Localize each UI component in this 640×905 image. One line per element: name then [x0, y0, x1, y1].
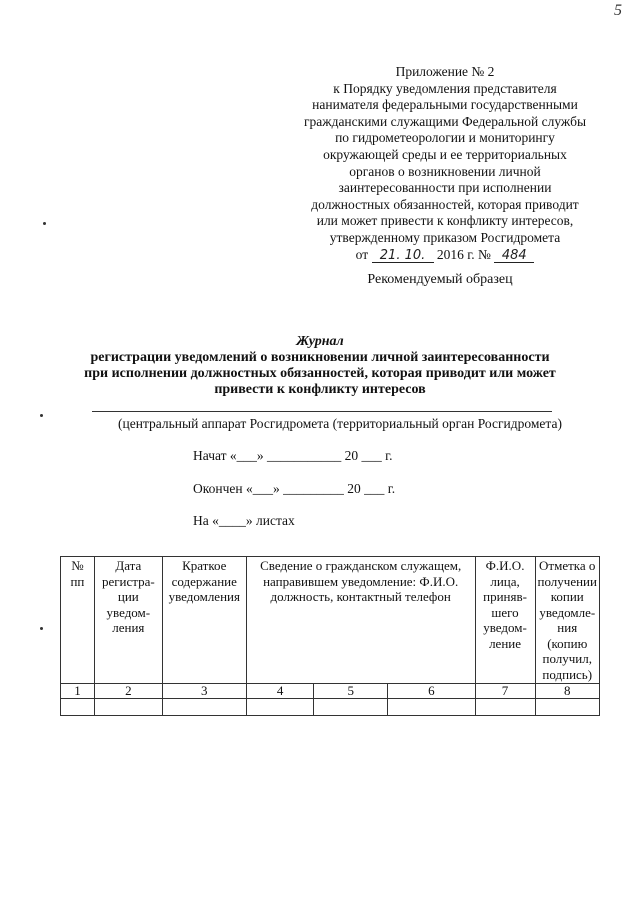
table-cell: [94, 699, 162, 716]
header-receiver: Ф.И.О. лица, приняв- шего уведом- ление: [475, 557, 535, 684]
journal-subtitle-line: при исполнении должностных обязанностей, которая приводит или может: [84, 366, 556, 381]
appendix-line: к Порядку уведомления представителя: [333, 80, 557, 96]
table-cell: [535, 699, 600, 716]
appendix-line: по гидрометеорологии и мониторингу: [335, 130, 555, 146]
header-registration-date: Дата регистра- ции уведом- ления: [94, 557, 162, 684]
appendix-block: [280, 64, 610, 263]
column-number: 2: [94, 684, 162, 699]
ended-field: Окончен «___» _________ 20 ___ г.: [193, 481, 396, 496]
table-cell: [475, 699, 535, 716]
journal-subtitle-line: привести к конфликту интересов: [214, 382, 426, 397]
binding-hole-mark: [40, 627, 43, 630]
appendix-line: органов о возникновении личной: [349, 163, 541, 179]
table-cell: [162, 699, 246, 716]
appendix-line: окружающей среды и ее территориальных: [323, 146, 567, 162]
column-number: 1: [61, 684, 95, 699]
table-row: [61, 699, 600, 716]
appendix-line: гражданскими служащими Федеральной службы: [303, 113, 587, 129]
column-number: 3: [162, 684, 246, 699]
appendix-line: нанимателя федеральными государственными: [312, 97, 578, 113]
table-header-row: [61, 557, 600, 684]
appendix-title: Приложение № 2: [395, 64, 495, 79]
table-cell: [388, 699, 476, 716]
appendix-line: должностных обязанностей, которая приводит: [311, 196, 579, 212]
binding-hole-mark: [43, 222, 46, 225]
journal-title: Журнал: [296, 334, 344, 349]
appendix-line: утвержденному приказом Росгидромета: [329, 229, 561, 245]
column-number: 5: [314, 684, 388, 699]
binding-hole-mark: [40, 414, 43, 417]
appendix-line: или может привести к конфликту интересов,: [316, 213, 574, 229]
order-number-handwritten: 484: [494, 249, 534, 263]
sheets-field: На «____» листах: [193, 513, 295, 528]
table-cell: [61, 699, 95, 716]
appendix-line: заинтересованности при исполнении: [338, 180, 552, 196]
header-employee-info: Сведение о гражданском служащем, направившем уведомление: Ф.И.О. должность, контактный телефон: [246, 557, 475, 684]
table-number-row: [61, 684, 600, 699]
journal-title-block: [60, 334, 580, 398]
journal-subtitle-line: регистрации уведомлений о возникновении личной заинтересованности: [90, 350, 550, 365]
order-date-handwritten: 21. 10.: [372, 249, 434, 263]
table-cell: [246, 699, 314, 716]
order-prefix: от: [355, 246, 369, 262]
header-copy-mark: Отметка о получении копии уведомле- ния (копию получил, подпись): [535, 557, 600, 684]
column-number: 6: [388, 684, 476, 699]
recommended-sample-label: Рекомендуемый образец: [367, 272, 513, 287]
org-fill-line: [92, 411, 552, 412]
page-number: 5: [614, 2, 622, 19]
order-year: 2016 г. №: [436, 246, 491, 262]
column-number: 7: [475, 684, 535, 699]
org-caption: (центральный аппарат Росгидромета (территориальный орган Росгидромета): [118, 416, 562, 431]
journal-table: [60, 556, 600, 716]
column-number: 8: [535, 684, 600, 699]
order-line: [280, 247, 610, 264]
started-field: Начат «___» ___________ 20 ___ г.: [193, 448, 393, 463]
header-summary: Краткое содержание уведомления: [162, 557, 246, 684]
column-number: 4: [246, 684, 314, 699]
header-number: № пп: [61, 557, 95, 684]
table-cell: [314, 699, 388, 716]
